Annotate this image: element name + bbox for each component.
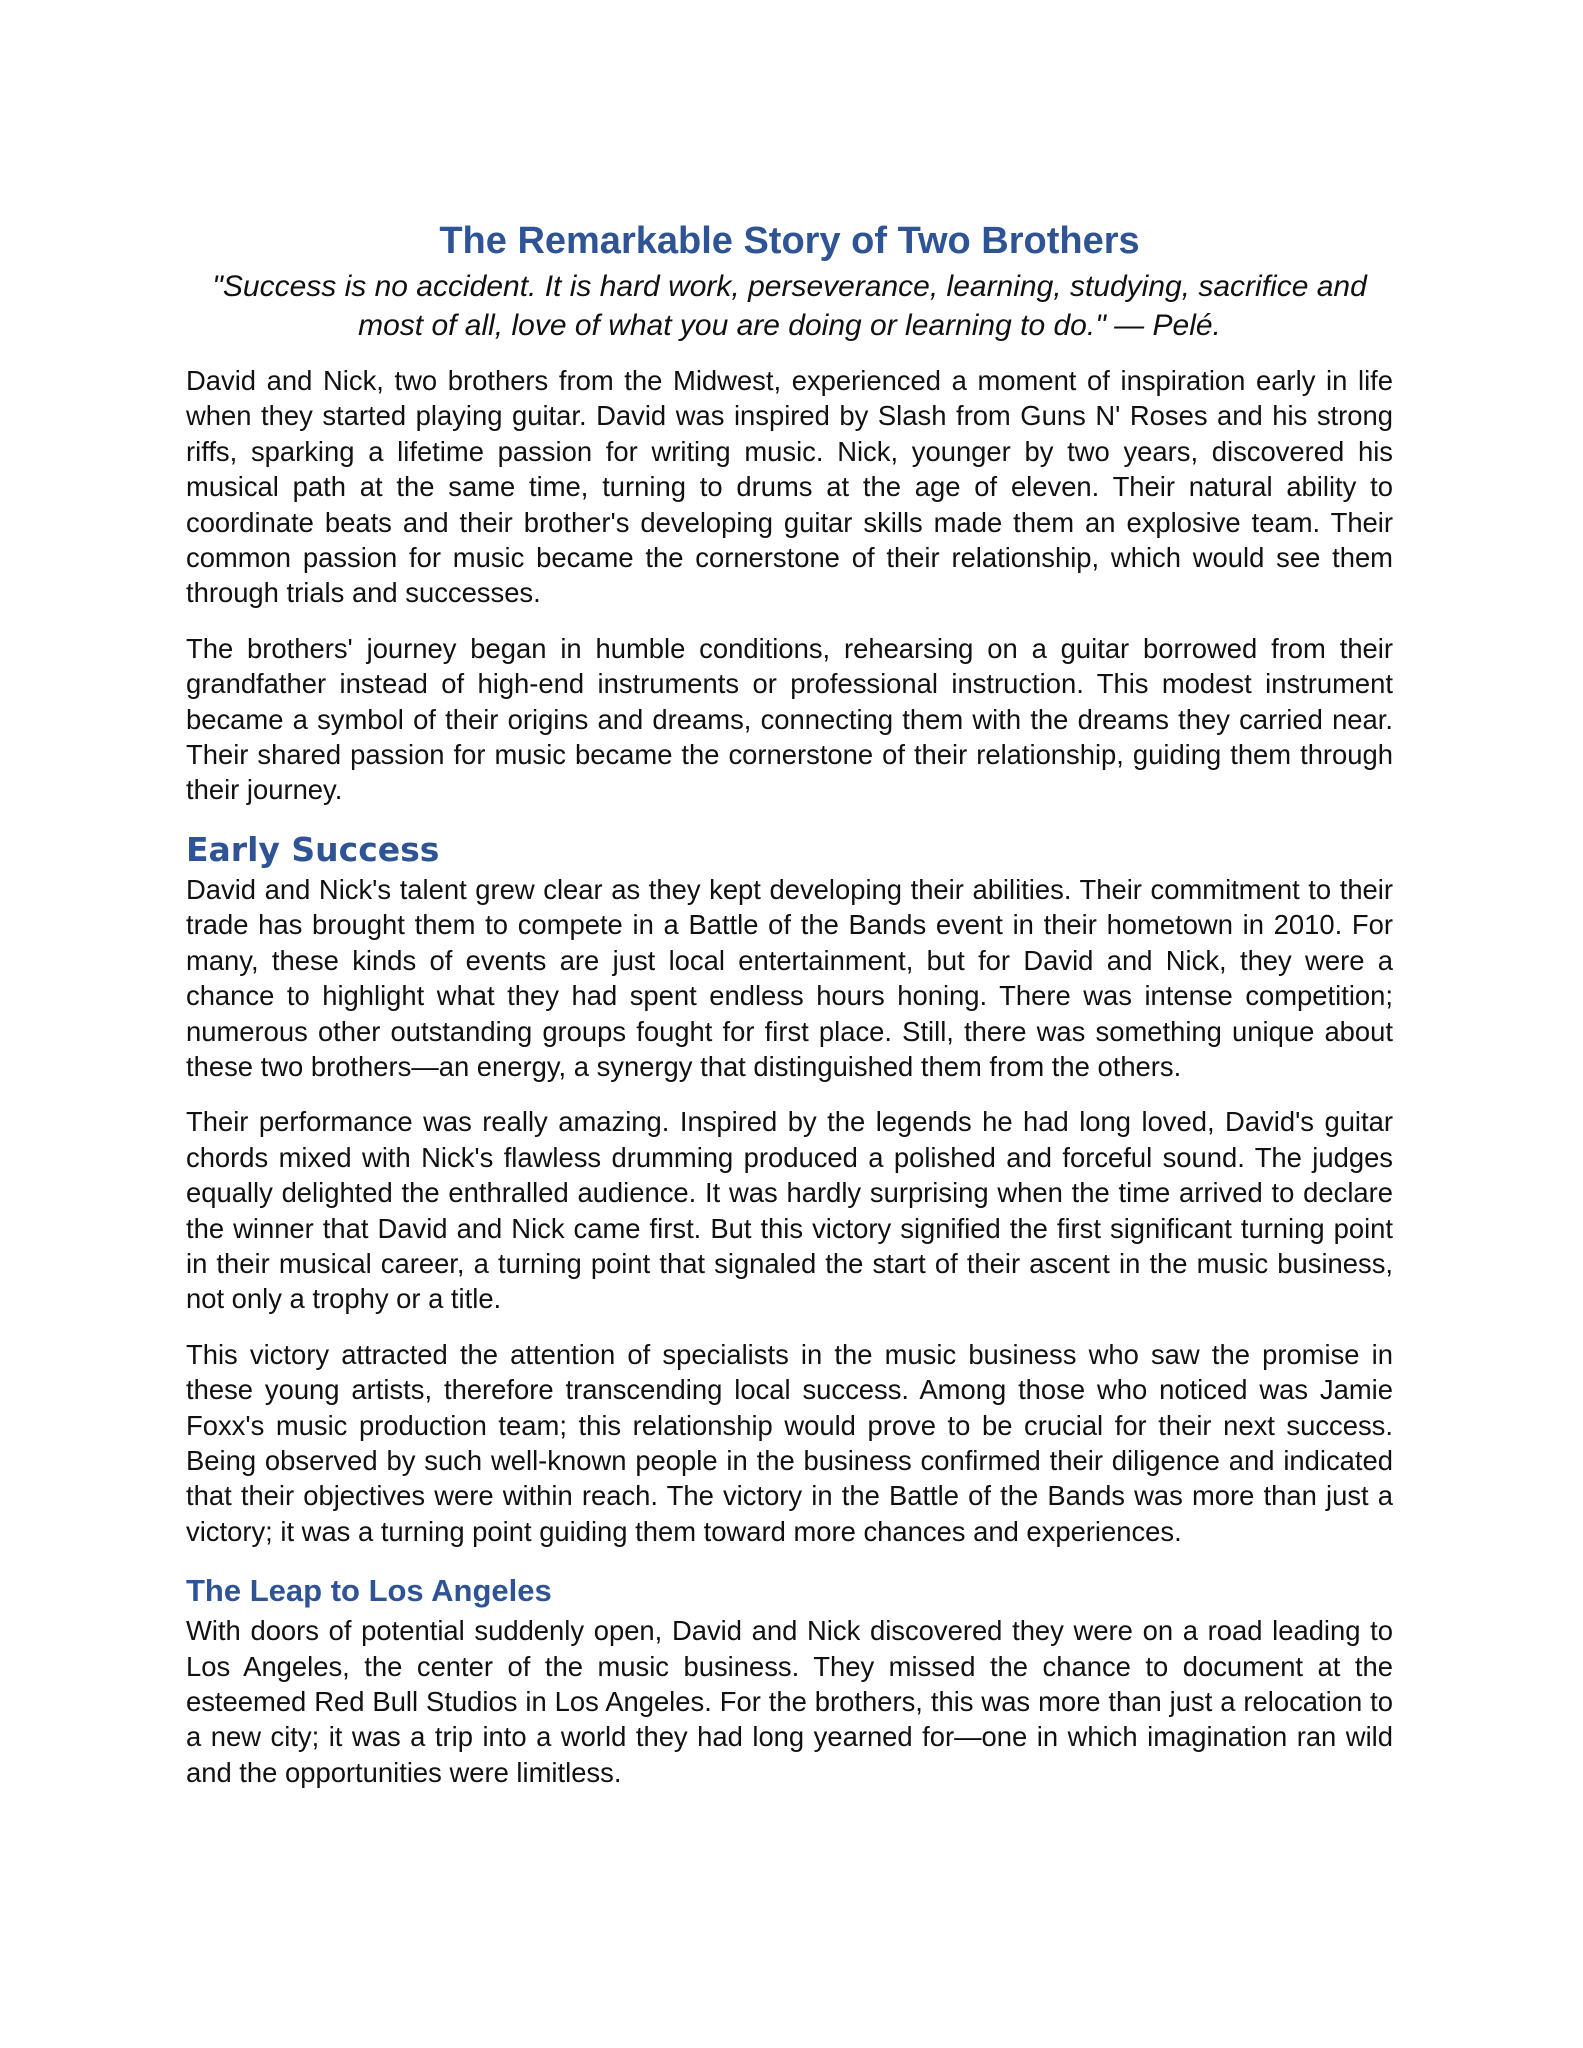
document-page [186, 215, 1393, 1810]
intro-paragraph-1: David and Nick, two brothers from the Midwest, experienced a moment of inspiration early in life when they started playing guitar. David was inspired by Slash from Guns N' Roses and his strong riffs, sparking a lifetime passion for writing music. Nick, younger by two years, discovered his musical path at the same time, turning to drums at the age of eleven. Their natural ability to coordinate beats and their brother's developing guitar skills made them an explosive team. Their common passion for music became the cornerstone of their relationship, which would see them through trials and successes. [186, 365, 1393, 609]
early-success-paragraph-2: Their performance was really amazing. Inspired by the legends he had long loved, David's guitar chords mixed with Nick's flawless drumming produced a polished and forceful sound. The judges equally delighted the enthralled audience. It was hardly surprising when the time arrived to declare the winner that David and Nick came first. But this victory signified the first significant turning point in their musical career, a turning point that signaled the start of their ascent in the music business, not only a trophy or a title. [186, 1106, 1393, 1315]
section-heading-leap-to-los-angeles: The Leap to Los Angeles [186, 1573, 552, 1609]
section-heading-early-success: Early Success [186, 829, 440, 869]
epigraph-quote: "Success is no accident. It is hard work, perseverance, learning, studying, sacrifice and most of all, love of what you are doing or learning to do." — Pelé. [212, 270, 1367, 342]
early-success-paragraph-3: This victory attracted the attention of specialists in the music business who saw the promise in these young artists, therefore transcending local success. Among those who noticed was Jamie Foxx's music production team; this relationship would prove to be crucial for their next success. Being observed by such well-known people in the business confirmed their diligence and indicated that their objectives were within reach. The victory in the Battle of the Bands was more than just a victory; it was a turning point guiding them toward more chances and experiences. [186, 1338, 1393, 1547]
intro-paragraph-2: The brothers' journey began in humble conditions, rehearsing on a guitar borrowed from their grandfather instead of high-end instruments or professional instruction. This modest instrument became a symbol of their origins and dreams, connecting them with the dreams they carried near. Their shared passion for music became the cornerstone of their relationship, guiding them through their journey. [186, 632, 1393, 806]
document-title: The Remarkable Story of Two Brothers [439, 220, 1140, 262]
early-success-paragraph-1: David and Nick's talent grew clear as they kept developing their abilities. Their commitment to their trade has brought them to compete in a Battle of the Bands event in their hometown in 2010. For many, these kinds of events are just local entertainment, but for David and Nick, they were a chance to highlight what they had spent endless hours honing. There was intense competition; numerous other outstanding groups fought for first place. Still, there was something unique about these two brothers—an energy, a synergy that distinguished them from the others. [186, 873, 1393, 1082]
los-angeles-paragraph-1: With doors of potential suddenly open, David and Nick discovered they were on a road leading to Los Angeles, the center of the music business. They missed the chance to document at the esteemed Red Bull Studios in Los Angeles. For the brothers, this was more than just a relocation to a new city; it was a trip into a world they had long yearned for—one in which imagination ran wild and the opportunities were limitless. [186, 1615, 1393, 1788]
